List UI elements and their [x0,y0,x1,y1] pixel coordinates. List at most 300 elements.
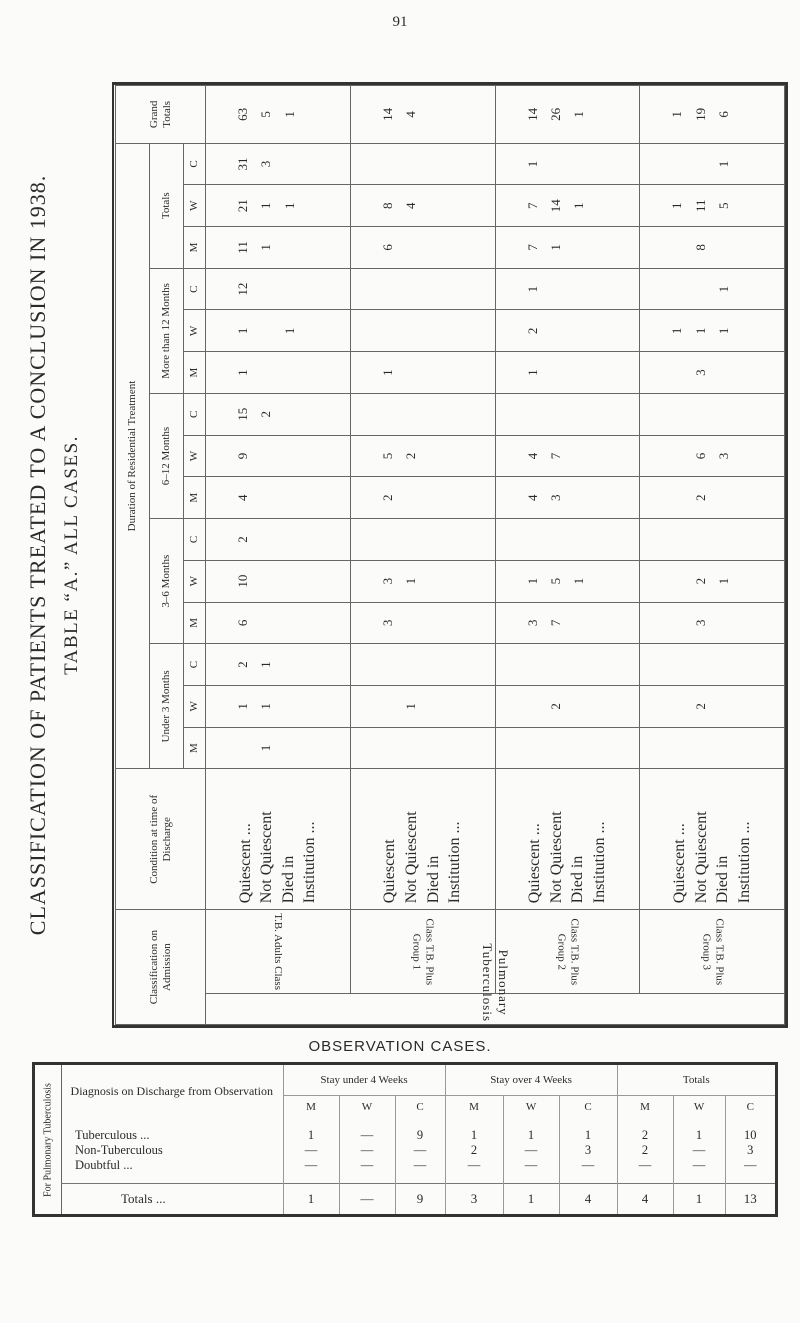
spacer-cell [503,1118,559,1128]
value-cell [495,519,640,561]
classification-table-frame [112,82,788,1028]
value: 2 [234,536,250,543]
value-cell [350,727,495,769]
value [301,88,324,141]
value: 31 [234,157,250,171]
sex-header: W [183,685,205,727]
value [422,396,445,433]
value-cell: 9 [395,1128,445,1143]
value-cell: — [673,1158,725,1173]
value-cell [639,560,784,602]
value [375,396,398,433]
value [543,646,566,683]
grand-total-header: Grand Totals [115,86,205,144]
value [665,688,688,725]
value-cell [495,602,640,644]
value [590,88,613,141]
spacer-cell [283,1173,339,1184]
classification-table [115,85,785,1025]
value [446,521,469,558]
value-cell [495,143,640,185]
value: 1 [692,327,708,335]
condition-label: Institution ... [590,821,608,904]
value: 2 [547,703,563,710]
value [231,730,254,767]
value [399,313,422,350]
value-cell [639,352,784,394]
classification-name [495,910,640,993]
value-cell: — [395,1143,445,1158]
value [567,146,590,183]
period-header: 6–12 Months [149,393,183,518]
value: 6 [715,111,731,118]
period-header: 3–6 Months [149,519,183,644]
table-subtitle: TABLE “A.” ALL CASES. [61,435,82,675]
value [543,146,566,183]
value-cell [350,185,495,227]
value-cell [205,310,350,352]
value [688,646,711,683]
value [277,646,300,683]
value [422,146,445,183]
sex-header: C [183,143,205,185]
observation-table [61,1065,775,1214]
value [254,605,277,642]
value: 1 [234,703,250,710]
value [301,313,324,350]
value [688,396,711,433]
value [590,146,613,183]
value: 1 [257,244,273,251]
spacer-cell [673,1118,725,1128]
value-cell [350,685,495,727]
observation-title: OBSERVATION CASES. [308,1038,492,1055]
value-cell [639,519,784,561]
value [422,88,445,141]
value [254,563,277,600]
value [422,688,445,725]
value-cell [350,393,495,435]
value: 2 [692,494,708,501]
value-cell [639,602,784,644]
value [277,229,300,266]
table-row [61,1143,775,1158]
value-cell: — [395,1158,445,1173]
value-cell [639,644,784,686]
spacer-cell [503,1173,559,1184]
value: 1 [257,703,273,710]
value-cell [205,227,350,269]
value [422,271,445,308]
value [712,646,735,683]
sex-header: W [183,310,205,352]
value-cell [639,227,784,269]
value-cell: — [503,1158,559,1173]
value: 2 [257,411,273,418]
value [712,354,735,391]
value [567,646,590,683]
sex-header: W [183,185,205,227]
value [301,605,324,642]
value-cell: 1 [283,1128,339,1143]
value [590,730,613,767]
value-cell [205,644,350,686]
value [712,730,735,767]
value-cell [639,685,784,727]
value [375,521,398,558]
value: 2 [692,577,708,585]
value: 1 [570,202,586,209]
value [446,730,469,767]
spacer-cell [617,1173,673,1184]
value [446,479,469,516]
value [543,313,566,350]
value: 1 [257,202,273,209]
value [590,521,613,558]
value [567,438,590,475]
classification-header: Classification on Admission [115,910,205,1025]
value: 3 [692,619,708,627]
value [735,688,758,725]
condition-label: Institution ... [300,821,318,904]
value: 1 [668,111,684,118]
value-cell [350,519,495,561]
value-cell [495,393,640,435]
sex-header: C [183,393,205,435]
value-cell [205,268,350,310]
value [301,479,324,516]
value [590,646,613,683]
sex-header: C [725,1096,775,1119]
totals-row [61,1184,775,1215]
value [567,605,590,642]
value [567,479,590,516]
value [422,646,445,683]
spacer-cell [339,1173,395,1184]
total-value-cell: 1 [673,1184,725,1215]
value: 8 [379,202,395,209]
condition-cell [205,769,350,910]
value: 1 [570,577,586,585]
value-cell [350,310,495,352]
value: 4 [234,494,250,501]
value-cell: 1 [559,1128,617,1143]
value [520,396,543,433]
condition-label: Quiescent ... [525,823,543,904]
stay-group-header: Stay under 4 Weeks [283,1065,445,1096]
value: 3 [547,494,563,501]
value-cell [495,86,640,144]
value-cell [495,227,640,269]
value: 1 [524,285,540,293]
classification-name-text: Class T.B. Plus Group 3 [699,918,725,985]
total-value-cell: 3 [445,1184,503,1215]
value [590,396,613,433]
classification-name-text: Class T.B. Plus Group 2 [554,918,581,985]
value [590,354,613,391]
value [712,688,735,725]
value: 1 [668,327,684,335]
value [254,479,277,516]
value [446,563,469,600]
period-header: Totals [149,143,183,268]
value [254,313,277,350]
value [399,146,422,183]
value-cell: — [339,1128,395,1143]
value-cell [495,268,640,310]
value [446,605,469,642]
sex-header: M [445,1096,503,1119]
value [543,354,566,391]
value [735,521,758,558]
value: 1 [668,202,684,209]
value: 1 [715,577,731,585]
spacer-cell [61,1173,283,1184]
value-cell: 2 [445,1143,503,1158]
value: 5 [257,111,273,118]
value-cell: — [339,1158,395,1173]
value: 11 [692,199,708,212]
value-cell [205,143,350,185]
value: 14 [524,107,540,121]
observation-table-frame [32,1062,778,1217]
value: 1 [402,703,418,710]
value-cell [639,143,784,185]
condition-cell [495,769,640,910]
value-cell: — [339,1143,395,1158]
value-cell: — [725,1158,775,1173]
value-cell [639,393,784,435]
value [665,521,688,558]
value-cell [205,685,350,727]
value [254,521,277,558]
value: 4 [524,452,540,460]
classification-name [205,910,350,993]
value [301,730,324,767]
value [520,646,543,683]
value-cell [205,393,350,435]
value [735,146,758,183]
value [422,438,445,475]
value [422,605,445,642]
value-cell [495,352,640,394]
sex-header: M [183,602,205,644]
value [446,646,469,683]
value-cell [350,477,495,519]
value [543,396,566,433]
classification-name-text: Class T.B. Plus Group 1 [410,918,436,985]
condition-label: Died in [279,855,297,904]
value-cell [205,352,350,394]
sex-header: M [183,352,205,394]
spacer-cell [61,1118,283,1128]
value: 6 [692,452,708,460]
value [590,688,613,725]
value: 14 [547,199,563,213]
condition-label: Died in [713,855,731,904]
value-cell [205,477,350,519]
value-cell [350,268,495,310]
value [735,313,758,350]
value: 1 [524,577,540,585]
value [399,521,422,558]
value [301,646,324,683]
value [399,646,422,683]
value-cell: 2 [617,1143,673,1158]
value [712,521,735,558]
value [446,187,469,224]
value [735,730,758,767]
value-cell: — [445,1158,503,1173]
totals-label: Totals ... [61,1184,283,1215]
value [712,396,735,433]
observation-side-label: For Pulmonary Tuberculosis [42,1082,54,1197]
total-value-cell: 4 [617,1184,673,1215]
page-number: 91 [392,14,408,30]
value-cell [350,143,495,185]
value: 6 [234,619,250,627]
value: 2 [692,703,708,710]
value: 19 [692,107,708,121]
value [712,479,735,516]
value: 1 [281,111,297,118]
value [665,730,688,767]
period-header: More than 12 Months [149,268,183,393]
value-cell [495,185,640,227]
value [665,396,688,433]
condition-label: Not Quiescent [402,811,420,904]
condition-cell [639,769,784,910]
value-cell [205,602,350,644]
value [277,354,300,391]
value: 7 [547,619,563,627]
value [590,479,613,516]
sex-header: W [183,560,205,602]
value: 1 [281,327,297,335]
value [567,271,590,308]
value-cell: — [559,1158,617,1173]
value [277,730,300,767]
value: 3 [692,369,708,376]
value [301,396,324,433]
value: 1 [257,661,273,668]
value-cell: — [283,1158,339,1173]
value [712,229,735,266]
spacer-cell [673,1173,725,1184]
value [277,688,300,725]
value [665,646,688,683]
value [399,229,422,266]
value [422,313,445,350]
value [399,479,422,516]
spacer-cell [395,1118,445,1128]
observation-side-label-cell [35,1065,62,1214]
value-cell [495,435,640,477]
value-cell [639,727,784,769]
value [665,271,688,308]
value-cell: 1 [503,1128,559,1143]
value [446,271,469,308]
value: 6 [379,244,395,251]
value [301,688,324,725]
value: 3 [257,160,273,168]
value-cell [495,685,640,727]
spacer-cell [725,1118,775,1128]
value-cell: 1 [445,1128,503,1143]
value [735,479,758,516]
value [688,521,711,558]
value [301,271,324,308]
value: 3 [524,619,540,627]
value: 15 [234,407,250,421]
value: 9 [234,452,250,460]
value: 2 [524,327,540,335]
value: 7 [547,452,563,460]
spacer-cell [445,1118,503,1128]
value-cell [350,352,495,394]
period-header: Under 3 Months [149,644,183,769]
value [665,146,688,183]
value [590,313,613,350]
value [277,521,300,558]
value [375,271,398,308]
sex-header: C [183,519,205,561]
value: 26 [547,107,563,121]
value: 12 [234,282,250,296]
page-title: CLASSIFICATION OF PATIENTS TREATED TO A CONCLUSION IN 1938. [25,174,50,936]
value [735,88,758,141]
spacer-cell [617,1118,673,1128]
sex-header: C [395,1096,445,1119]
spacer-cell [559,1118,617,1128]
value: 5 [715,202,731,209]
value [277,438,300,475]
spacer-cell [395,1173,445,1184]
value [520,730,543,767]
value [446,354,469,391]
value [399,354,422,391]
value: 1 [570,111,586,118]
value: 63 [234,107,250,121]
value: 3 [379,619,395,627]
value: 1 [281,202,297,209]
value [665,605,688,642]
diagnosis-label: Tuberculous ... [75,1128,150,1142]
diagnosis-label: Doubtful ... [75,1158,133,1172]
value [422,521,445,558]
value: 1 [379,369,395,376]
condition-label: Quiescent ... [236,823,254,904]
value [375,313,398,350]
value [446,229,469,266]
value [301,563,324,600]
sex-header: C [559,1096,617,1119]
value [277,396,300,433]
sex-header: M [617,1096,673,1119]
value-cell [639,310,784,352]
stay-group-header: Totals [617,1065,775,1096]
diagnosis-label: Non-Tuberculous [75,1143,163,1157]
value: 3 [715,452,731,460]
value [375,146,398,183]
condition-cell [350,769,495,910]
stay-group-header: Stay over 4 Weeks [445,1065,617,1096]
value [688,146,711,183]
value [567,313,590,350]
value: 1 [715,327,731,335]
value: 2 [402,452,418,460]
condition-label: Not Quiescent [547,811,565,904]
